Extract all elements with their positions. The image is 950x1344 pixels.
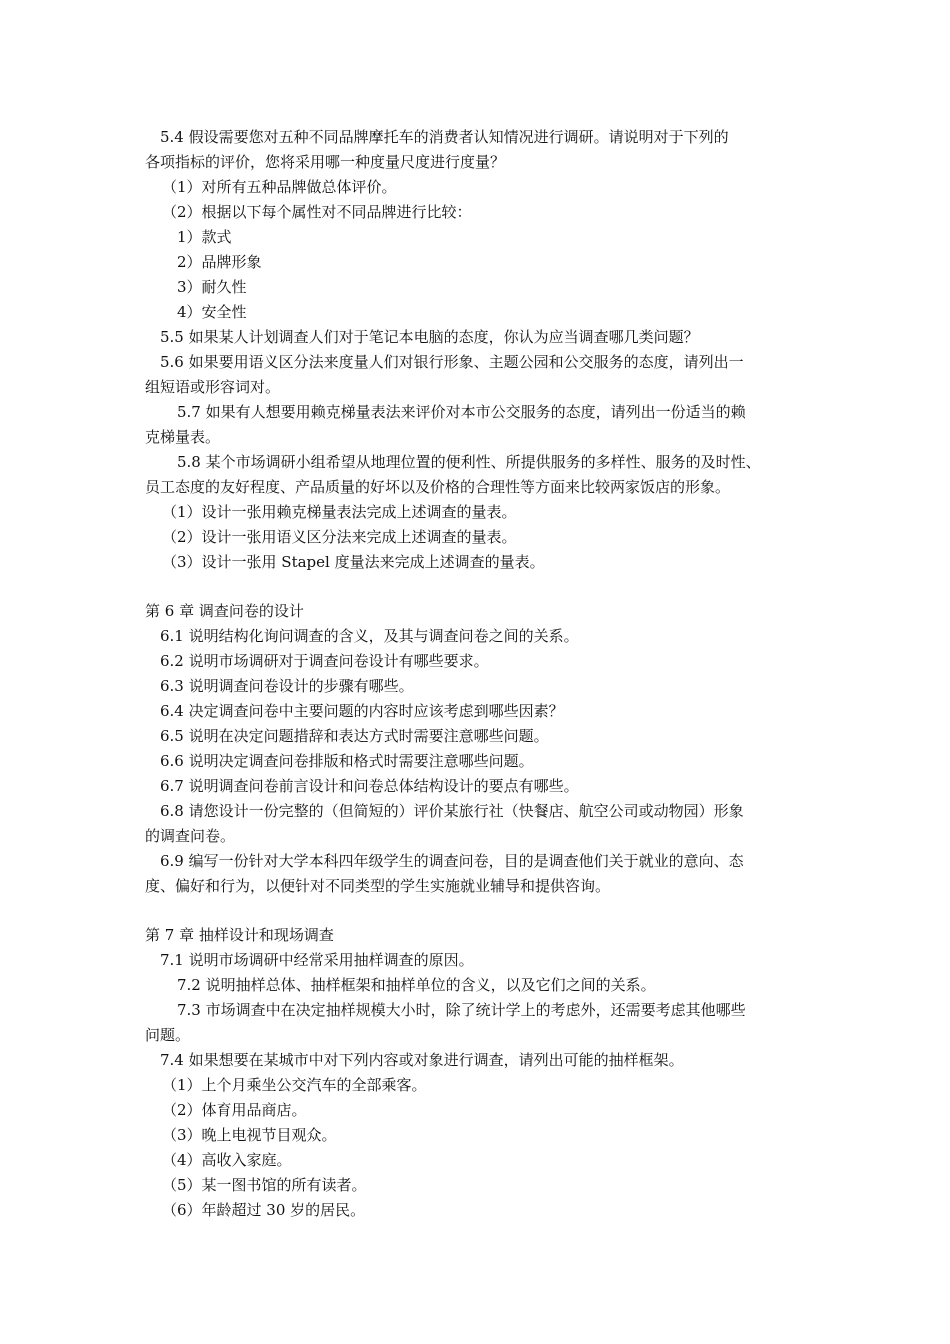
question-6-4: 6.4 决定调查问卷中主要问题的内容时应该考虑到哪些因素？	[160, 702, 564, 720]
question-5-8-item-1: （1）设计一张用赖克梯量表法完成上述调查的量表。	[162, 503, 517, 521]
question-6-7: 6.7 说明调查问卷前言设计和问卷总体结构设计的要点有哪些。	[160, 777, 579, 795]
question-5-4-item-2: （2）根据以下每个属性对不同品牌进行比较：	[162, 203, 472, 221]
question-5-4-line-1: 5.4 假设需要您对五种不同品牌摩托车的消费者认知情况进行调研。请说明对于下列的	[160, 128, 729, 146]
question-6-6: 6.6 说明决定调查问卷排版和格式时需要注意哪些问题。	[160, 752, 534, 770]
attribute-safety: 4）安全性	[177, 303, 247, 321]
question-7-4-item-5: （5）某一图书馆的所有读者。	[162, 1176, 367, 1194]
question-6-1: 6.1 说明结构化询问调查的含义，及其与调查问卷之间的关系。	[160, 627, 579, 645]
chapter-7-heading: 第 7 章 抽样设计和现场调查	[145, 926, 334, 944]
question-6-5: 6.5 说明在决定问题措辞和表达方式时需要注意哪些问题。	[160, 727, 549, 745]
question-5-5: 5.5 如果某人计划调查人们对于笔记本电脑的态度，你认为应当调查哪几类问题？	[160, 328, 699, 346]
attribute-brand-image: 2）品牌形象	[177, 253, 262, 271]
question-5-6-line-2: 组短语或形容词对。	[145, 378, 281, 396]
question-5-4-item-1: （1）对所有五种品牌做总体评价。	[162, 178, 397, 196]
question-6-2: 6.2 说明市场调研对于调查问卷设计有哪些要求。	[160, 652, 489, 670]
question-6-3: 6.3 说明调查问卷设计的步骤有哪些。	[160, 677, 414, 695]
question-5-8-line-2: 员工态度的友好程度、产品质量的好坏以及价格的合理性等方面来比较两家饭店的形象。	[145, 478, 731, 496]
question-5-7-line-1: 5.7 如果有人想要用赖克梯量表法来评价对本市公交服务的态度，请列出一份适当的赖	[177, 403, 746, 421]
question-7-4-item-6: （6）年龄超过 30 岁的居民。	[162, 1201, 366, 1219]
question-5-8-item-2: （2）设计一张用语义区分法来完成上述调查的量表。	[162, 528, 517, 546]
question-6-8-line-1: 6.8 请您设计一份完整的（但简短的）评价某旅行社（快餐店、航空公司或动物园）形象	[160, 802, 744, 820]
attribute-durability: 3）耐久性	[177, 278, 247, 296]
question-6-8-line-2: 的调查问卷。	[145, 827, 236, 845]
question-7-1: 7.1 说明市场调研中经常采用抽样调查的原因。	[160, 951, 474, 969]
question-7-4-item-1: （1）上个月乘坐公交汽车的全部乘客。	[162, 1076, 427, 1094]
attribute-style: 1）款式	[177, 228, 232, 246]
question-6-9-line-2: 度、偏好和行为，以便针对不同类型的学生实施就业辅导和提供咨询。	[145, 877, 611, 895]
question-7-4: 7.4 如果想要在某城市中对下列内容或对象进行调查，请列出可能的抽样框架。	[160, 1051, 684, 1069]
question-7-4-item-4: （4）高收入家庭。	[162, 1151, 292, 1169]
question-5-8-item-3: （3）设计一张用 Stapel 度量法来完成上述调查的量表。	[162, 553, 545, 571]
question-7-4-item-3: （3）晚上电视节目观众。	[162, 1126, 337, 1144]
question-5-7-line-2: 克梯量表。	[145, 428, 221, 446]
question-6-9-line-1: 6.9 编写一份针对大学本科四年级学生的调查问卷，目的是调查他们关于就业的意向、态	[160, 852, 744, 870]
question-7-2: 7.2 说明抽样总体、抽样框架和抽样单位的含义，以及它们之间的关系。	[177, 976, 656, 994]
question-7-3-line-1: 7.3 市场调查中在决定抽样规模大小时，除了统计学上的考虑外，还需要考虑其他哪些	[177, 1001, 746, 1019]
chapter-6-heading: 第 6 章 调查问卷的设计	[145, 602, 304, 620]
question-5-8-line-1: 5.8 某个市场调研小组希望从地理位置的便利性、所提供服务的多样性、服务的及时性、	[177, 453, 761, 471]
question-5-4-line-2: 各项指标的评价，您将采用哪一种度量尺度进行度量？	[145, 153, 506, 171]
question-7-4-item-2: （2）体育用品商店。	[162, 1101, 307, 1119]
question-7-3-line-2: 问题。	[145, 1026, 191, 1044]
question-5-6-line-1: 5.6 如果要用语义区分法来度量人们对银行形象、主题公园和公交服务的态度，请列出一	[160, 353, 744, 371]
